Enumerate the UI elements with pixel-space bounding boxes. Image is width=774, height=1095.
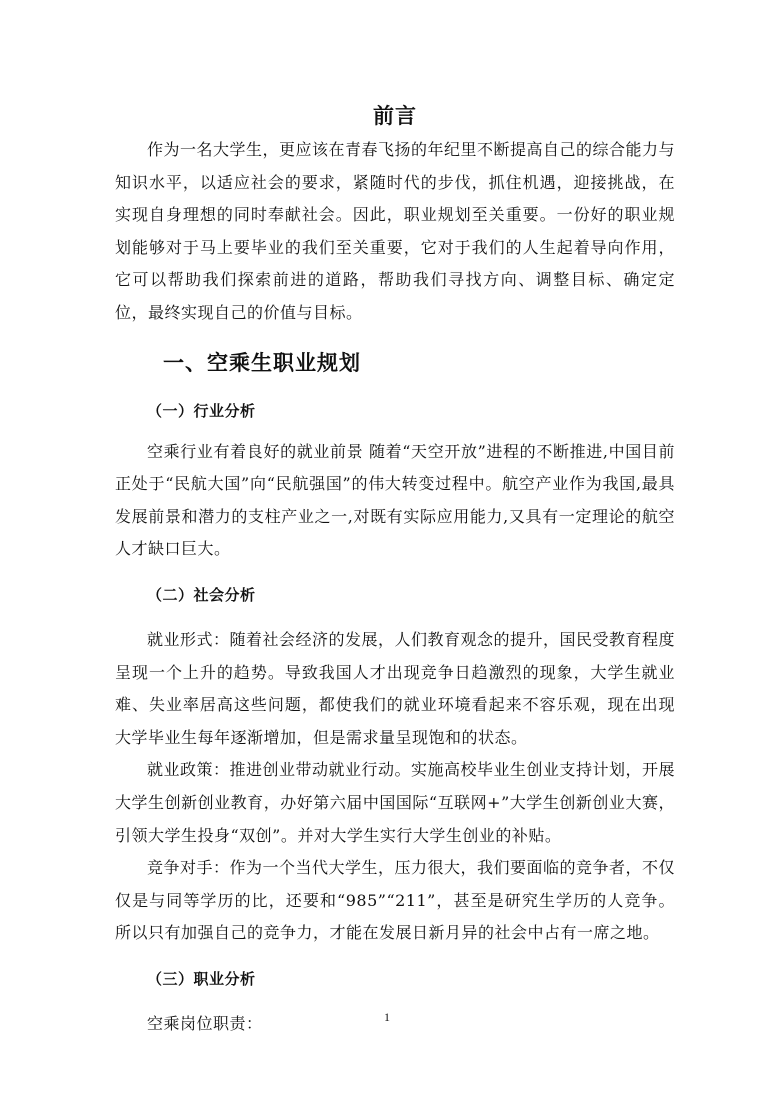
career-paragraph: 空乘岗位职责： [147, 1013, 263, 1033]
page-content [115, 98, 675, 1040]
chapter-title: 一、空乘生职业规划 [163, 350, 361, 375]
section-title-industry: （一）行业分析 [147, 401, 256, 420]
section-title-society: （二）社会分析 [147, 585, 256, 604]
preface-title: 前言 [373, 104, 417, 128]
section-title-career: （三）职业分析 [147, 969, 256, 988]
industry-paragraph: 空乘行业有着良好的就业前景 随着“天空开放”进程的不断推进,中国目前正处于“民航大国”向“民航强国”的伟大转变过程中。航空产业作为我国,最具发展前景和潜力的支柱产业之一,对既有实际应用能力,又具有一定理论的航空人才缺口巨大。 [115, 441, 675, 559]
employment-form-paragraph: 就业形式：随着社会经济的发展，人们教育观念的提升，国民受教育程度呈现一个上升的趋势。导致我国人才出现竞争日趋激烈的现象，大学生就业难、失业率居高这些问题，都使我们的就业环境看起来不容乐观，现在出现大学毕业生每年逐渐增加，但是需求量呈现饱和的状态。 [115, 629, 676, 747]
competitors-paragraph: 竞争对手：作为一个当代大学生，压力很大，我们要面临的竞争者，不仅仅是与同等学历的比，还要和“985”“211”，甚至是研究生学历的人竞争。所以只有加强自己的竞争力，才能在发展日新月异的社会中占有一席之地。 [115, 858, 676, 943]
page-number: 1 [384, 1010, 390, 1024]
preface-paragraph: 作为一名大学生，更应该在青春飞扬的年纪里不断提高自己的综合能力与知识水平，以适应社会的要求，紧随时代的步伐，抓住机遇，迎接挑战，在实现自身理想的同时奉献社会。因此，职业规划至关重要。一份好的职业规划能够对于马上要毕业的我们至关重要，它对于我们的人生起着导向作用，它可以帮助我们探索前进的道路，帮助我们寻找方向、调整目标、确定定位，最终实现自己的价值与目标。 [115, 140, 676, 322]
employment-policy-paragraph: 就业政策：推进创业带动就业行动。实施高校毕业生创业支持计划，开展大学生创新创业教育，办好第六届中国国际“互联网+”大学生创新创业大赛，引领大学生投身“双创”。并对大学生实行大学生创业的补贴。 [115, 760, 676, 845]
